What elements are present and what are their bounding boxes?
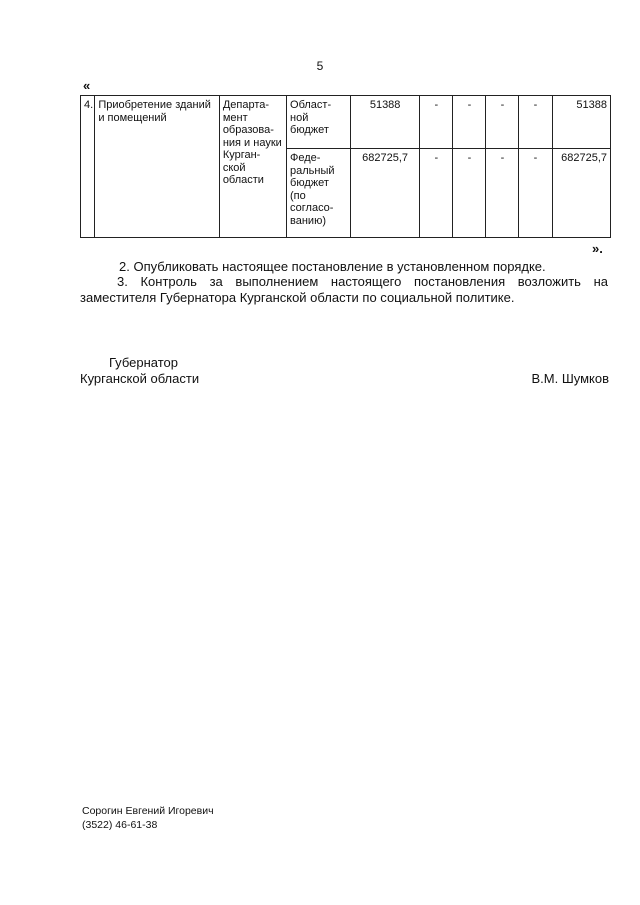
empty-value-cell: - <box>420 96 453 149</box>
paragraph-control-line2: заместителя Губернатора Курганской области по социальной политике. <box>80 290 515 305</box>
funding-source-cell: Област-ной бюджет <box>287 96 351 149</box>
budget-table <box>80 95 611 238</box>
total-cell: 682725,7 <box>552 149 610 238</box>
empty-value-cell: - <box>486 96 519 149</box>
funding-source-cell: Феде-ральный бюджет (по согласо-ванию) <box>287 149 351 238</box>
empty-value-cell: - <box>420 149 453 238</box>
amount-cell: 682725,7 <box>350 149 419 238</box>
executor-block <box>82 804 214 832</box>
empty-value-cell: - <box>453 96 486 149</box>
signatory-region: Курганской области <box>80 371 200 386</box>
closing-quote-mark: ». <box>592 241 603 256</box>
page-number: 5 <box>316 59 324 73</box>
empty-value-cell: - <box>453 149 486 238</box>
executor-phone: (3522) 46-61-38 <box>82 819 158 831</box>
total-cell: 51388 <box>552 96 610 149</box>
empty-value-cell: - <box>519 149 552 238</box>
empty-value-cell: - <box>486 149 519 238</box>
item-name-cell: Приобретение зданий и помещений <box>95 96 220 238</box>
department-cell: Департа-мент образова-ния и науки Курган-ской области <box>219 96 286 238</box>
signatory-name: В.М. Шумков <box>531 371 609 386</box>
executor-name: Сорогин Евгений Игоревич <box>82 805 214 817</box>
row-number-cell: 4. <box>81 96 95 238</box>
paragraph-control <box>80 274 608 306</box>
opening-quote-mark: « <box>83 78 91 93</box>
paragraph-control-line1: 3. Контроль за выполнением настоящего постановления возложить на <box>117 274 608 289</box>
signatory-title: Губернатор <box>109 355 178 370</box>
empty-value-cell: - <box>519 96 552 149</box>
table-row <box>81 96 611 149</box>
amount-cell: 51388 <box>350 96 419 149</box>
paragraph-publish: 2. Опубликовать настоящее постановление в установленном порядке. <box>119 259 546 274</box>
